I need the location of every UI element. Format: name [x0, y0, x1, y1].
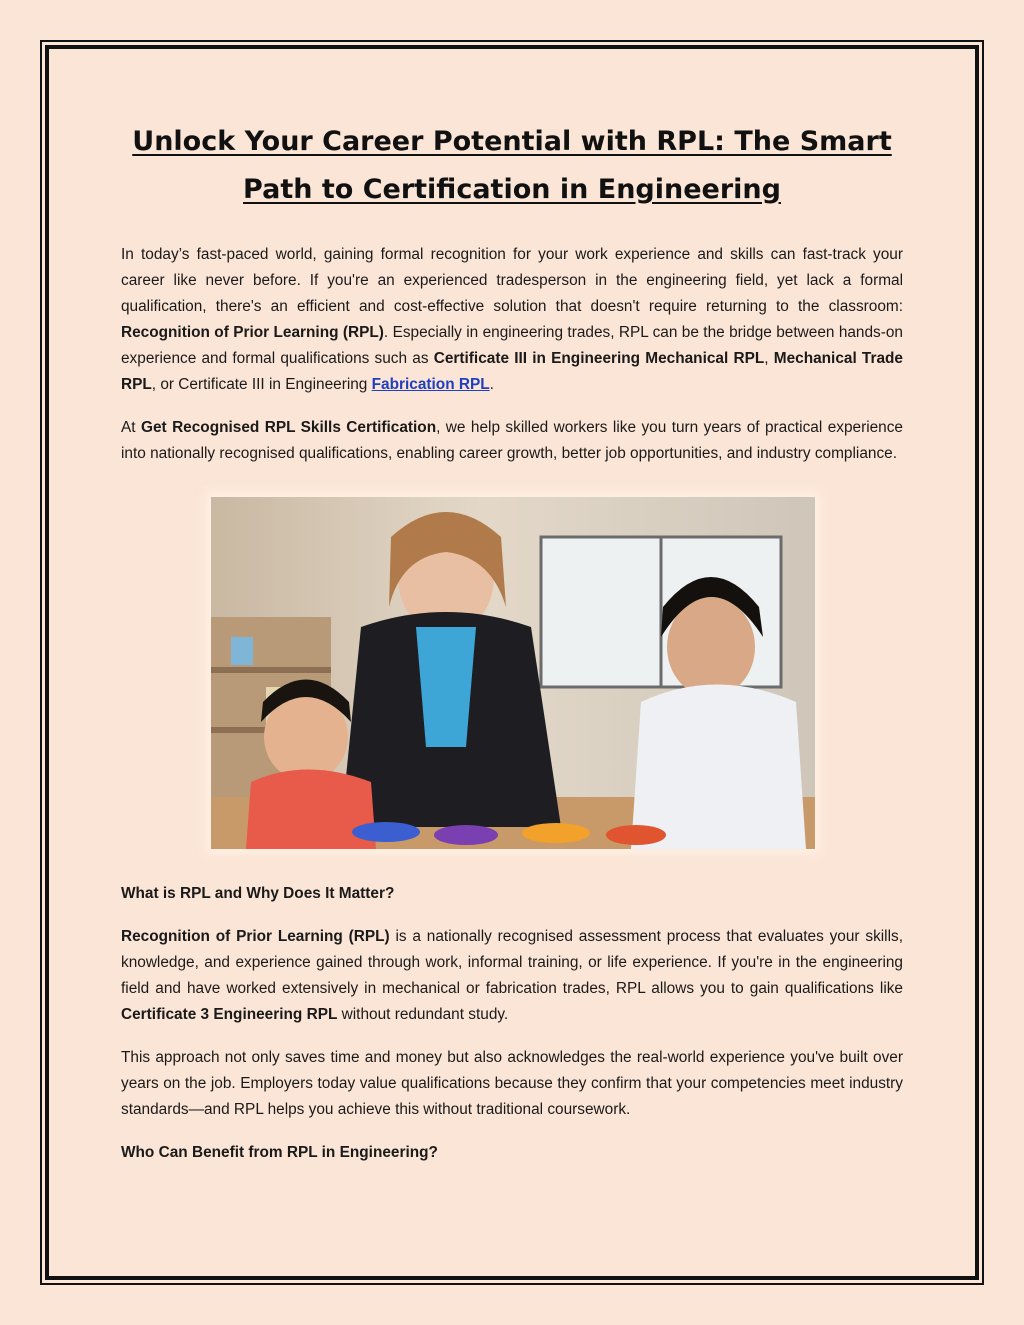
intro-text-4: , or Certificate III in Engineering [151, 376, 372, 393]
rpl-def-bold-2: Certificate 3 Engineering RPL [121, 1006, 338, 1023]
rpl-definition-paragraph [121, 924, 903, 1028]
fabrication-rpl-link[interactable]: Fabrication RPL [371, 376, 490, 393]
intro-text-1: In today’s fast-paced world, gaining formal recognition for your work experience and skills can fast-track your career like never before. If you're an experienced tradesperson in the engineering field, yet lack a formal qualification, there's an efficient and cost-effective solution that doesn't require returning to the classroom: [121, 246, 903, 315]
about-text-1: At [121, 419, 141, 436]
about-text-2: , we help skilled workers like you turn years of practical experience into nationally recognised qualifications, enabling career growth, better job opportunities, and industry compliance. [121, 419, 903, 462]
intro-bold-cert-iii: Certificate III in Engineering Mechanical RPL [433, 350, 765, 367]
section-heading-who-can-benefit: Who Can Benefit from RPL in Engineering? [121, 1144, 438, 1161]
intro-paragraph [121, 242, 903, 398]
intro-bold-rpl: Recognition of Prior Learning (RPL) [121, 324, 384, 341]
about-bold-company: Get Recognised RPL Skills Certification [140, 419, 437, 436]
intro-text-5: . [489, 376, 494, 393]
rpl-def-text-2: without redundant study. [337, 1006, 509, 1023]
about-paragraph [121, 415, 903, 467]
classroom-photo [211, 497, 815, 849]
page-title: Unlock Your Career Potential with RPL: The Smart Path to Certification in Engineering [132, 126, 892, 205]
intro-text-2: . Especially in engineering trades, RPL can be the bridge between hands-on experience and formal qualifications such as [121, 324, 903, 367]
benefits-paragraph: This approach not only saves time and money but also acknowledges the real-world experience you've built over years on the job. Employers today value qualifications because they confirm that your competencies meet industry standards—and RPL helps you achieve this without traditional coursework. [121, 1049, 903, 1118]
document-content [121, 118, 903, 1183]
rpl-def-text-1: is a nationally recognised assessment process that evaluates your skills, knowledge, and experience gained through work, informal training, or life experience. If you're in the engineering field and have worked extensively in mechanical or fabrication trades, RPL allows you to gain qualifications like [121, 928, 903, 997]
section-heading-what-is-rpl: What is RPL and Why Does It Matter? [121, 885, 395, 902]
intro-text-3: , [764, 350, 774, 367]
classroom-photo-image [211, 497, 815, 849]
rpl-def-bold-1: Recognition of Prior Learning (RPL) [121, 928, 390, 945]
intro-bold-mechanical-trade: Mechanical Trade RPL [121, 350, 903, 393]
